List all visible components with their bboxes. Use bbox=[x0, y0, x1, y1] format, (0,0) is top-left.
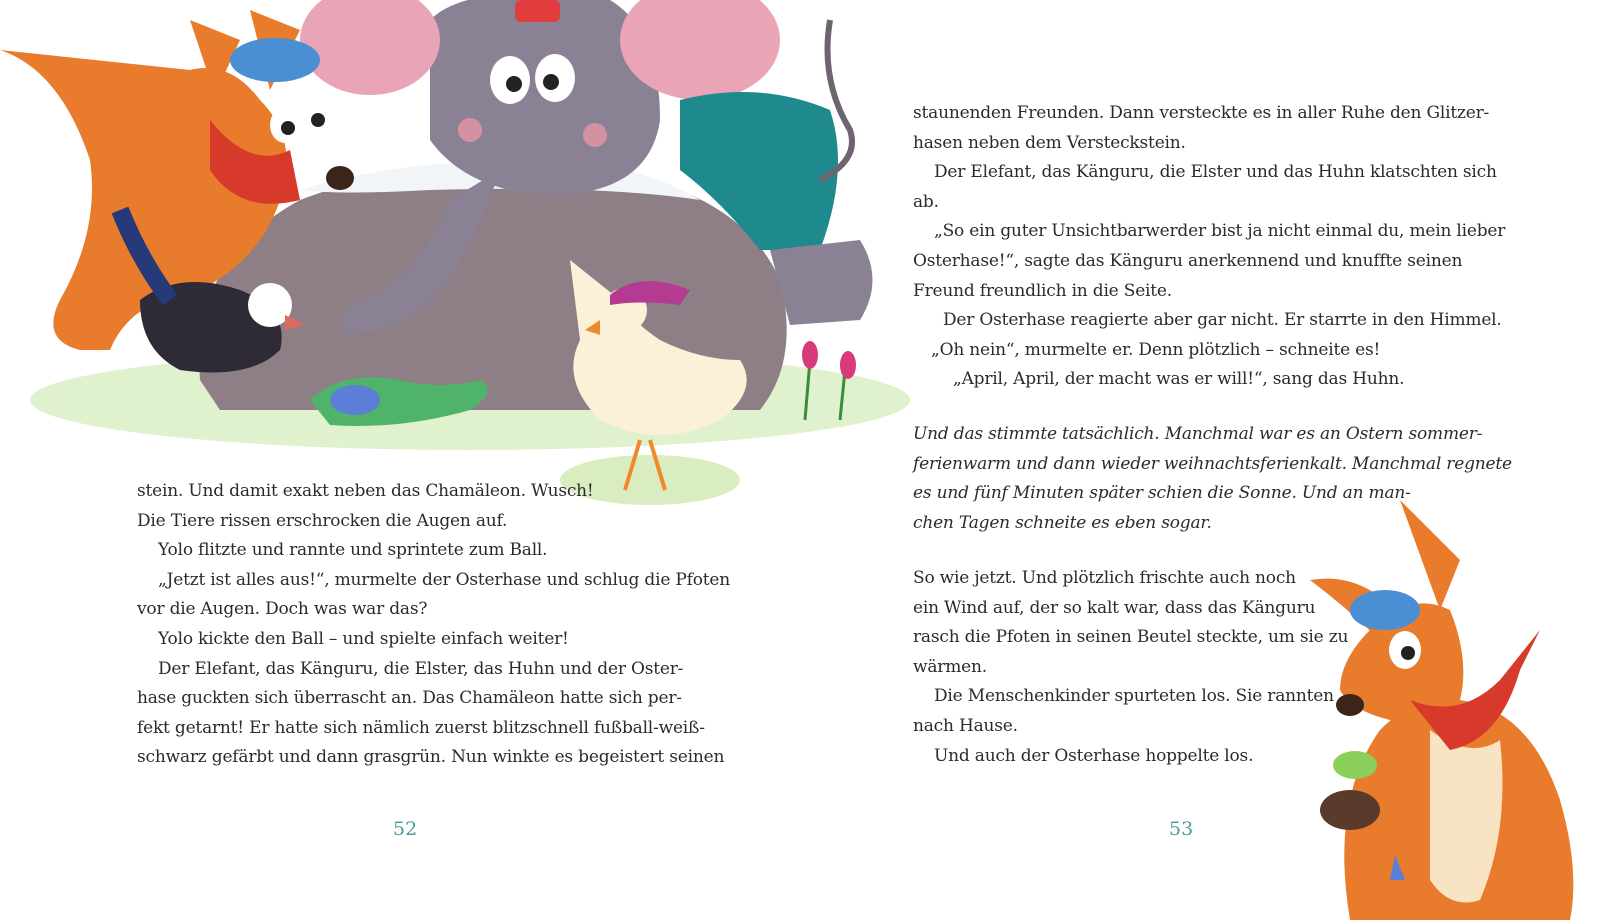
text-line: „April, April, der macht was er will!“, sang das Huhn. bbox=[953, 369, 1405, 390]
text-line: wärmen. bbox=[913, 656, 987, 677]
text-line: Yolo flitzte und rannte und sprintete zum Ball. bbox=[158, 540, 548, 561]
text-line: es und fünf Minuten später schien die Sonne. Und an man- bbox=[913, 483, 1411, 504]
text-line: staunenden Freunden. Dann versteckte es in aller Ruhe den Glitzer- bbox=[913, 103, 1490, 123]
page-number-left: 52 bbox=[393, 818, 418, 840]
right-page-text-bottom bbox=[913, 564, 1348, 771]
text-line: So wie jetzt. Und plötzlich frischte auch noch bbox=[913, 568, 1296, 588]
text-line: rasch die Pfoten in seinen Beutel steckte, um sie zu bbox=[913, 627, 1349, 648]
right-page-text-top bbox=[913, 99, 1505, 395]
text-line: Und das stimmte tatsächlich. Manchmal war es an Ostern sommer- bbox=[913, 424, 1483, 444]
text-line: Osterhase!“, sagte das Känguru anerkennend und knuffte seinen bbox=[913, 250, 1463, 271]
right-page-text-italic bbox=[913, 420, 1512, 538]
text-line: hasen neben dem Versteckstein. bbox=[913, 132, 1186, 153]
text-line: schwarz gefärbt und dann grasgrün. Nun winkte es begeistert seinen bbox=[137, 747, 725, 768]
text-line: Der Osterhase reagierte aber gar nicht. Er starrte in den Himmel. bbox=[943, 310, 1502, 331]
text-line: Yolo kickte den Ball – und spielte einfach weiter! bbox=[158, 628, 569, 649]
illustration-animals-rock bbox=[0, 0, 930, 530]
text-line: stein. Und damit exakt neben das Chamäleon. Wusch! bbox=[137, 481, 594, 501]
text-line: Der Elefant, das Känguru, die Elster und das Huhn klatschten sich bbox=[934, 162, 1497, 183]
text-line: fekt getarnt! Er hatte sich nämlich zuerst blitzschnell fußball-weiß- bbox=[137, 717, 705, 738]
text-line: Der Elefant, das Känguru, die Elster, das Huhn und der Oster- bbox=[158, 658, 684, 679]
text-line: Freund freundlich in die Seite. bbox=[913, 280, 1172, 301]
text-line: „Jetzt ist alles aus!“, murmelte der Osterhase und schlug die Pfoten bbox=[158, 569, 731, 590]
text-line: „Oh nein“, murmelte er. Denn plötzlich – schneite es! bbox=[931, 339, 1381, 360]
text-line: ferienwarm und dann wieder weihnachtsferienkalt. Manchmal regnete bbox=[913, 453, 1512, 474]
text-line: Die Menschenkinder spurteten los. Sie rannten bbox=[934, 686, 1334, 707]
page-number-right: 53 bbox=[1169, 818, 1194, 840]
text-line: chen Tagen schneite es eben sogar. bbox=[913, 512, 1212, 533]
text-line: vor die Augen. Doch was war das? bbox=[137, 599, 428, 620]
text-line: „So ein guter Unsichtbarwerder bist ja nicht einmal du, mein lieber bbox=[934, 221, 1506, 242]
text-line: nach Hause. bbox=[913, 715, 1018, 736]
text-line: hase guckten sich überrascht an. Das Chamäleon hatte sich per- bbox=[137, 688, 682, 709]
text-line: ab. bbox=[913, 191, 939, 212]
text-line: ein Wind auf, der so kalt war, dass das Känguru bbox=[913, 597, 1316, 618]
text-line: Und auch der Osterhase hoppelte los. bbox=[934, 745, 1254, 766]
text-line: Die Tiere rissen erschrocken die Augen auf. bbox=[137, 510, 508, 531]
left-page-text bbox=[137, 477, 730, 773]
illustration-kangaroo bbox=[1310, 500, 1600, 920]
